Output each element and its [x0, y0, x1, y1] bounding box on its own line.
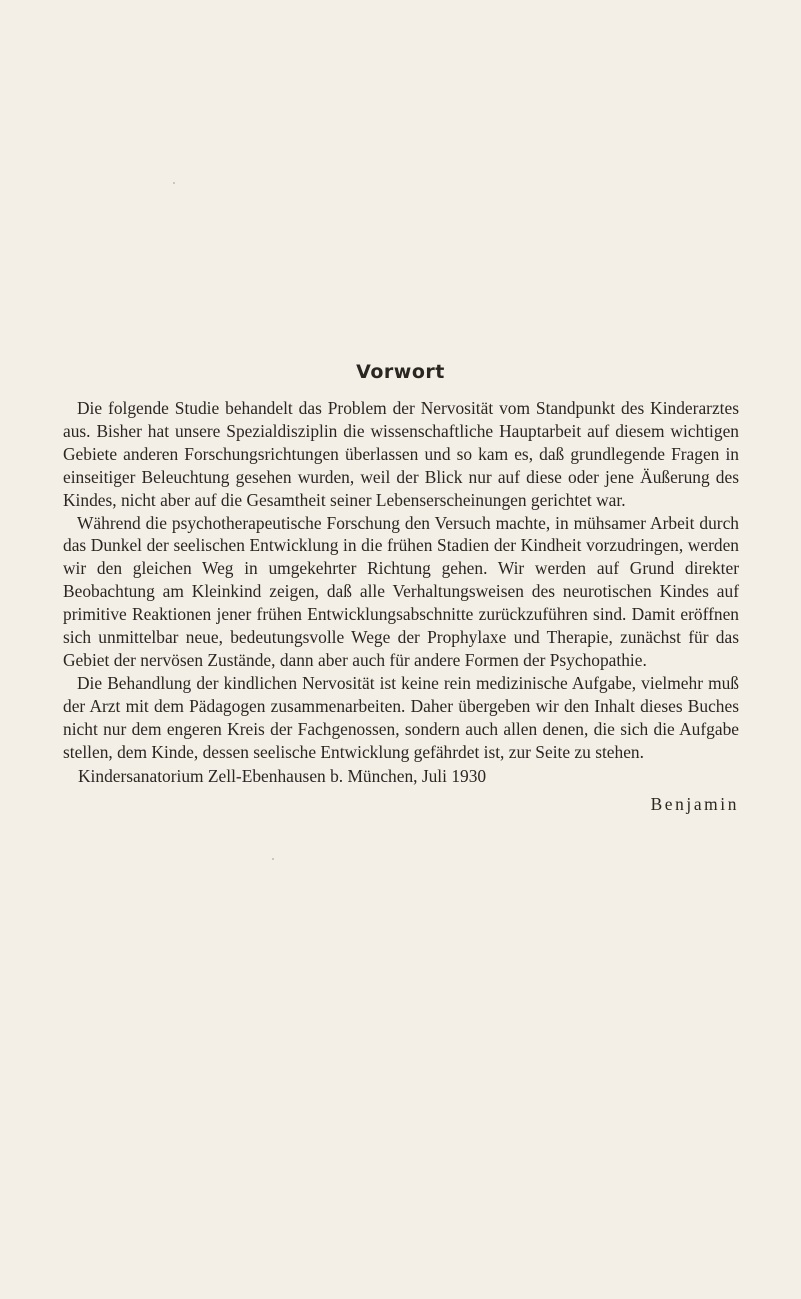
- paragraph-2: Während die psychotherapeutische Forschung den Versuch machte, in mühsamer Arbeit durch das Dunkel der seelischen Entwicklung in die frühen Stadien der Kindheit vorzudringen, werden wir den gleichen Weg in umgekehrter Richtung gehen. Wir werden auf Grund direkter Beobachtung am Kleinkind zeigen, daß alle Verhaltungsweisen des neurotischen Kindes auf primitive Reaktionen jener frühen Entwicklungsabschnitte zurückzuführen sind. Damit eröffnen sich unmittelbar neue, bedeutungsvolle Wege der Prophylaxe und Therapie, zunächst für das Gebiet der nervösen Zustände, dann aber auch für andere Formen der Psychopathie.: [63, 512, 739, 670]
- place-and-date: Kindersanatorium Zell-Ebenhausen b. München, Juli 1930: [78, 766, 487, 786]
- paragraph-3: Die Behandlung der kindlichen Nervosität ist keine rein medizinische Aufgabe, vielmehr muß der Arzt mit dem Pädagogen zusammenarbeiten. Daher übergeben wir den Inhalt dieses Buches nicht nur dem engeren Kreis der Fachgenossen, sondern auch allen denen, die sich die Aufgabe stellen, dem Kinde, dessen seelische Entwicklung gefährdet ist, zur Seite zu stehen.: [63, 672, 739, 762]
- author-signature: Benjamin: [650, 794, 739, 814]
- paper-speck: [173, 182, 175, 184]
- paper-speck: [272, 858, 274, 860]
- page-title: Vorwort: [356, 361, 445, 383]
- paragraph-1: Die folgende Studie behandelt das Problem der Nervosität vom Standpunkt des Kinderarztes aus. Bisher hat unsere Spezialdisziplin die wissenschaftliche Hauptarbeit auf diesem wichtigen Gebiete anderen Forschungsrichtungen überlassen und so kam es, daß grundlegende Fragen in einseitiger Beleuchtung gesehen wurden, weil der Blick nur auf diese oder jene Äußerung des Kindes, nicht aber auf die Gesamtheit seiner Lebenserscheinungen gerichtet war.: [63, 398, 739, 510]
- preface-body: [63, 397, 739, 764]
